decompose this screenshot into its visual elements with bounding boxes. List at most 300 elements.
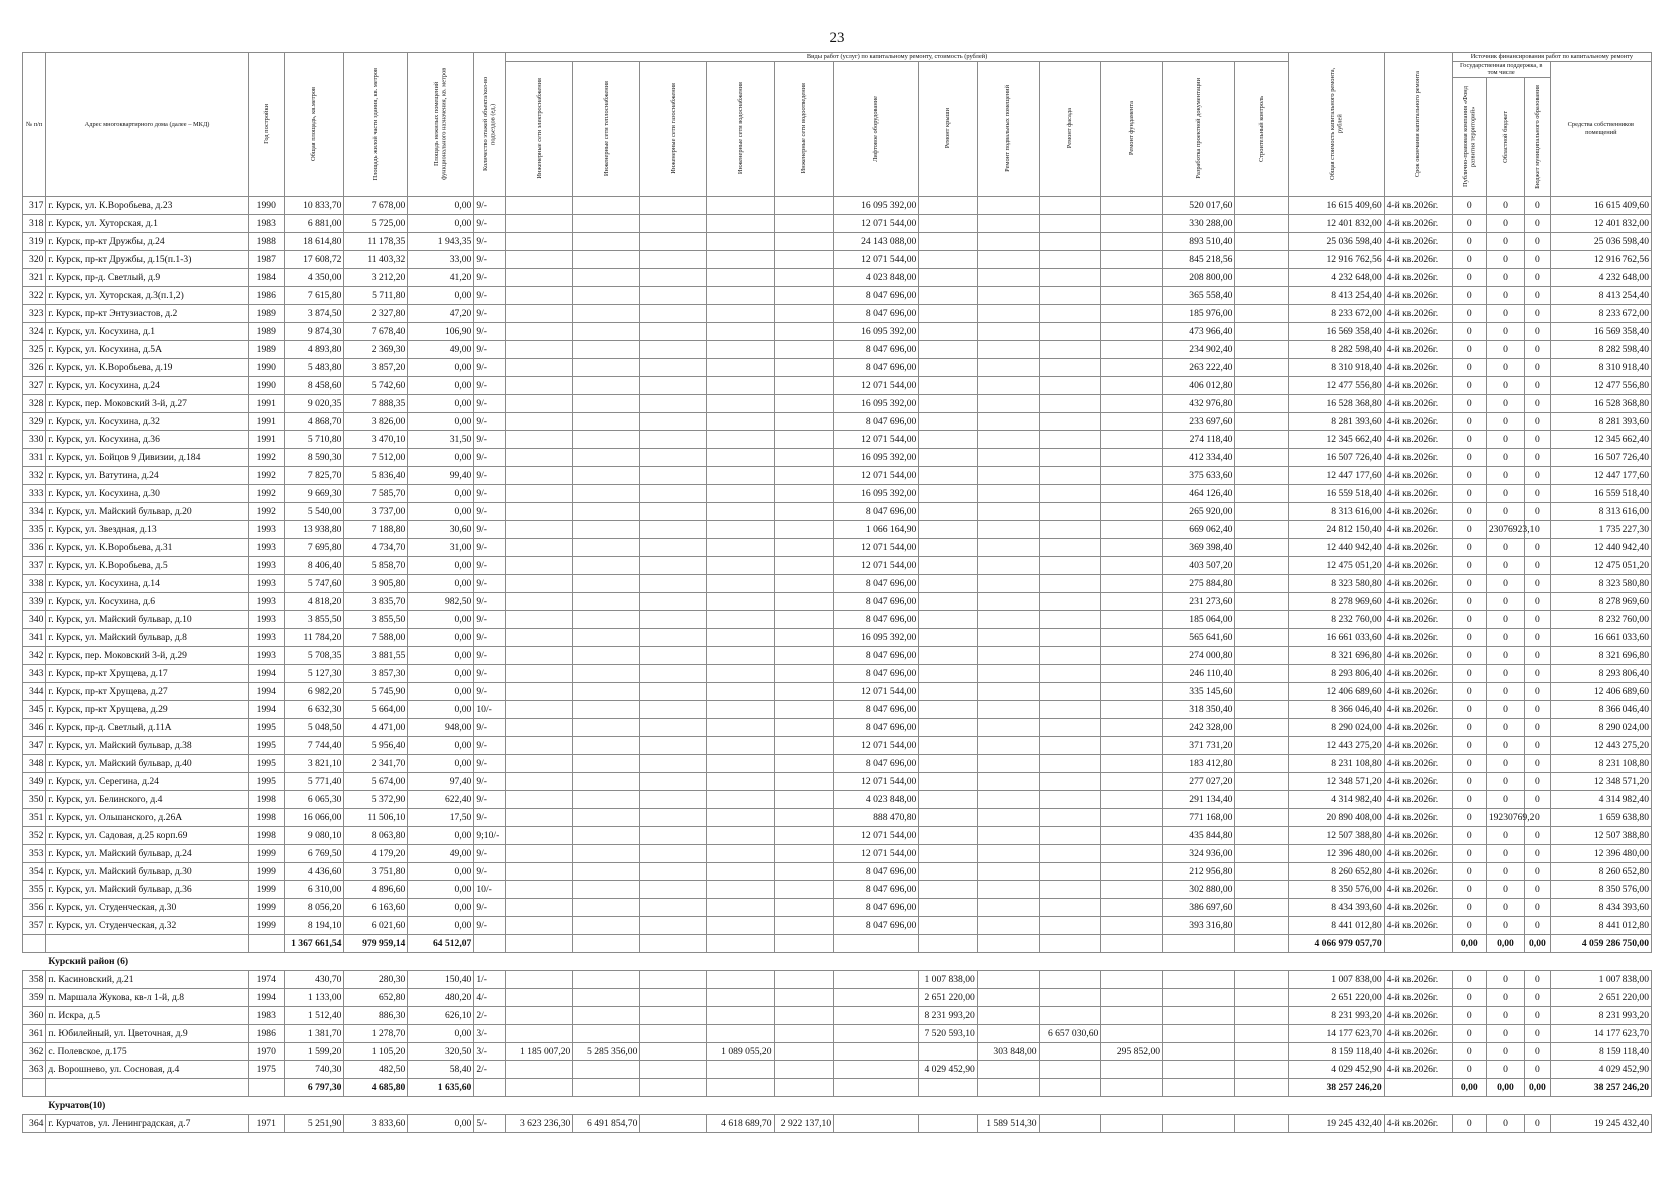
subtotal-empty-cell xyxy=(707,1078,774,1096)
row-work-2 xyxy=(573,790,640,808)
row-work-3 xyxy=(640,754,707,772)
row-work-6: 8 047 696,00 xyxy=(834,718,919,736)
row-work-12 xyxy=(1235,862,1288,880)
row-number: 351 xyxy=(23,808,46,826)
row-year: 1991 xyxy=(248,412,284,430)
row-number: 359 xyxy=(23,988,46,1006)
row-source-fund: 0 xyxy=(1452,772,1486,790)
row-source-regional: 0 xyxy=(1486,304,1524,322)
row-deadline: 4-й кв.2026г. xyxy=(1384,394,1452,412)
row-work-11: 291 134,40 xyxy=(1163,790,1235,808)
row-work-4 xyxy=(707,700,774,718)
row-number: 329 xyxy=(23,412,46,430)
row-nonliving-area: 0,00 xyxy=(408,394,474,412)
row-work-3 xyxy=(640,538,707,556)
subtotal-empty-cell xyxy=(977,934,1039,952)
row-work-10 xyxy=(1101,880,1163,898)
row-living-area: 3 212,20 xyxy=(344,268,408,286)
row-total-cost: 12 447 177,60 xyxy=(1288,466,1384,484)
row-source-fund: 0 xyxy=(1452,808,1486,826)
row-work-8 xyxy=(977,844,1039,862)
table-row xyxy=(23,898,1652,916)
row-nonliving-area: 0,00 xyxy=(408,376,474,394)
subtotal-living: 979 959,14 xyxy=(344,934,408,952)
row-work-9 xyxy=(1039,646,1101,664)
row-work-4 xyxy=(707,844,774,862)
capital-repair-table xyxy=(22,52,1652,1133)
row-floors: 9/- xyxy=(474,538,506,556)
row-work-4 xyxy=(707,610,774,628)
row-floors: 9/- xyxy=(474,574,506,592)
row-deadline: 4-й кв.2026г. xyxy=(1384,646,1452,664)
row-work-10 xyxy=(1101,988,1163,1006)
row-work-8 xyxy=(977,664,1039,682)
row-source-regional: 0 xyxy=(1486,628,1524,646)
row-living-area: 5 956,40 xyxy=(344,736,408,754)
table-row xyxy=(23,700,1652,718)
row-work-9 xyxy=(1039,520,1101,538)
row-nonliving-area: 622,40 xyxy=(408,790,474,808)
row-nonliving-area: 0,00 xyxy=(408,556,474,574)
row-work-4 xyxy=(707,250,774,268)
row-work-10 xyxy=(1101,430,1163,448)
row-work-9: 6 657 030,60 xyxy=(1039,1024,1101,1042)
row-work-4 xyxy=(707,862,774,880)
row-work-9 xyxy=(1039,718,1101,736)
row-work-7 xyxy=(919,916,978,934)
row-number: 360 xyxy=(23,1006,46,1024)
row-source-owners: 12 401 832,00 xyxy=(1550,214,1651,232)
row-year: 1990 xyxy=(248,376,284,394)
row-year: 1991 xyxy=(248,430,284,448)
row-work-6: 8 047 696,00 xyxy=(834,286,919,304)
row-address: г. Курск, ул. Студенческая, д.30 xyxy=(46,898,248,916)
subtotal-empty-cell xyxy=(640,1078,707,1096)
row-work-9 xyxy=(1039,1114,1101,1132)
row-total-area: 3 821,10 xyxy=(284,754,344,772)
row-source-fund: 0 xyxy=(1452,646,1486,664)
row-total-cost: 12 406 689,60 xyxy=(1288,682,1384,700)
row-total-cost: 24 812 150,40 xyxy=(1288,520,1384,538)
row-source-regional: 0 xyxy=(1486,844,1524,862)
row-work-6: 8 047 696,00 xyxy=(834,880,919,898)
row-nonliving-area: 58,40 xyxy=(408,1060,474,1078)
row-source-municipal: 0 xyxy=(1525,556,1551,574)
row-work-4 xyxy=(707,358,774,376)
row-floors: 9/- xyxy=(474,754,506,772)
row-total-cost: 8 282 598,40 xyxy=(1288,340,1384,358)
section-title: Курский район (6) xyxy=(46,952,1652,970)
row-work-8 xyxy=(977,232,1039,250)
row-work-10 xyxy=(1101,736,1163,754)
row-work-12 xyxy=(1235,682,1288,700)
row-source-owners: 4 232 648,00 xyxy=(1550,268,1651,286)
row-deadline: 4-й кв.2026г. xyxy=(1384,1024,1452,1042)
row-floors: 9/- xyxy=(474,340,506,358)
row-total-cost: 8 441 012,80 xyxy=(1288,916,1384,934)
row-source-regional: 0 xyxy=(1486,574,1524,592)
col-no: № п/п xyxy=(23,53,46,197)
row-work-2 xyxy=(573,214,640,232)
row-work-9 xyxy=(1039,1060,1101,1078)
row-source-municipal: 0 xyxy=(1525,538,1551,556)
row-work-11: 208 800,00 xyxy=(1163,268,1235,286)
row-floors: 4/- xyxy=(474,988,506,1006)
row-source-municipal: 0 xyxy=(1525,592,1551,610)
table-row xyxy=(23,232,1652,250)
row-living-area: 3 833,60 xyxy=(344,1114,408,1132)
row-deadline: 4-й кв.2026г. xyxy=(1384,268,1452,286)
row-source-regional: 0 xyxy=(1486,772,1524,790)
row-work-12 xyxy=(1235,610,1288,628)
row-work-5 xyxy=(774,448,834,466)
row-source-fund: 0 xyxy=(1452,754,1486,772)
table-row xyxy=(23,754,1652,772)
row-year: 1992 xyxy=(248,484,284,502)
row-work-8 xyxy=(977,1060,1039,1078)
row-total-cost: 12 443 275,20 xyxy=(1288,736,1384,754)
row-work-5 xyxy=(774,466,834,484)
row-total-cost: 12 396 480,00 xyxy=(1288,844,1384,862)
row-nonliving-area: 0,00 xyxy=(408,862,474,880)
row-work-2 xyxy=(573,574,640,592)
row-source-regional: 0 xyxy=(1486,1024,1524,1042)
col-work-5: Инженерные сети водоотведения xyxy=(800,83,808,174)
row-work-2 xyxy=(573,286,640,304)
row-source-owners: 25 036 598,40 xyxy=(1550,232,1651,250)
row-work-1 xyxy=(506,376,573,394)
row-floors: 9/- xyxy=(474,466,506,484)
row-work-3 xyxy=(640,214,707,232)
row-work-1: 3 623 236,30 xyxy=(506,1114,573,1132)
row-work-2 xyxy=(573,556,640,574)
row-living-area: 5 725,00 xyxy=(344,214,408,232)
row-total-cost: 16 569 358,40 xyxy=(1288,322,1384,340)
row-work-2 xyxy=(573,394,640,412)
row-work-10 xyxy=(1101,826,1163,844)
row-source-regional: 0 xyxy=(1486,502,1524,520)
row-work-4 xyxy=(707,718,774,736)
row-work-6: 8 047 696,00 xyxy=(834,412,919,430)
row-work-3 xyxy=(640,1024,707,1042)
row-total-cost: 4 314 982,40 xyxy=(1288,790,1384,808)
row-work-5 xyxy=(774,844,834,862)
row-living-area: 7 888,35 xyxy=(344,394,408,412)
row-floors: 9/- xyxy=(474,502,506,520)
section-header-row xyxy=(23,1096,1652,1114)
row-work-11: 386 697,60 xyxy=(1163,898,1235,916)
row-total-cost: 8 321 696,80 xyxy=(1288,646,1384,664)
row-source-owners: 12 396 480,00 xyxy=(1550,844,1651,862)
row-work-12 xyxy=(1235,268,1288,286)
row-work-7 xyxy=(919,466,978,484)
row-source-owners: 12 406 689,60 xyxy=(1550,682,1651,700)
row-work-12 xyxy=(1235,304,1288,322)
row-source-fund: 0 xyxy=(1452,682,1486,700)
subtotal-empty-cell xyxy=(474,1078,506,1096)
row-total-cost: 8 290 024,00 xyxy=(1288,718,1384,736)
row-work-7 xyxy=(919,304,978,322)
row-living-area: 5 664,00 xyxy=(344,700,408,718)
table-row xyxy=(23,1060,1652,1078)
row-work-6: 12 071 544,00 xyxy=(834,556,919,574)
row-number: 362 xyxy=(23,1042,46,1060)
row-work-10 xyxy=(1101,1024,1163,1042)
row-living-area: 3 857,20 xyxy=(344,358,408,376)
row-number: 343 xyxy=(23,664,46,682)
table-row xyxy=(23,736,1652,754)
row-work-9 xyxy=(1039,916,1101,934)
section-header-row xyxy=(23,952,1652,970)
row-work-1 xyxy=(506,826,573,844)
row-source-fund: 0 xyxy=(1452,718,1486,736)
row-work-4 xyxy=(707,214,774,232)
row-total-area: 5 540,00 xyxy=(284,502,344,520)
row-source-regional: 0 xyxy=(1486,556,1524,574)
row-source-regional: 0 xyxy=(1486,250,1524,268)
row-source-municipal: 0 xyxy=(1525,862,1551,880)
row-work-10 xyxy=(1101,970,1163,988)
row-year: 1990 xyxy=(248,196,284,214)
row-living-area: 6 021,60 xyxy=(344,916,408,934)
row-work-2: 6 491 854,70 xyxy=(573,1114,640,1132)
row-work-11 xyxy=(1163,1006,1235,1024)
row-number: 323 xyxy=(23,304,46,322)
row-work-2 xyxy=(573,196,640,214)
row-work-2 xyxy=(573,682,640,700)
row-total-area: 1 381,70 xyxy=(284,1024,344,1042)
row-source-municipal: 0 xyxy=(1525,1060,1551,1078)
row-work-5 xyxy=(774,502,834,520)
row-work-12 xyxy=(1235,1006,1288,1024)
row-source-municipal: 0 xyxy=(1525,358,1551,376)
row-source-municipal: 0 xyxy=(1525,394,1551,412)
row-work-11: 432 976,80 xyxy=(1163,394,1235,412)
row-work-10 xyxy=(1101,394,1163,412)
row-address: г. Курск, ул. Косухина, д.14 xyxy=(46,574,248,592)
row-number: 340 xyxy=(23,610,46,628)
row-nonliving-area: 0,00 xyxy=(408,754,474,772)
row-work-5 xyxy=(774,700,834,718)
row-deadline: 4-й кв.2026г. xyxy=(1384,862,1452,880)
col-source-regional: Областной бюджет xyxy=(1501,110,1509,163)
row-source-fund: 0 xyxy=(1452,358,1486,376)
row-total-cost: 8 281 393,60 xyxy=(1288,412,1384,430)
subtotal-s3: 0,00 xyxy=(1525,934,1551,952)
row-source-municipal: 0 xyxy=(1525,322,1551,340)
row-work-4 xyxy=(707,628,774,646)
row-total-area: 7 825,70 xyxy=(284,466,344,484)
row-work-3 xyxy=(640,862,707,880)
row-number: 352 xyxy=(23,826,46,844)
row-source-municipal: 0 xyxy=(1525,484,1551,502)
row-work-3 xyxy=(640,358,707,376)
row-address: г. Курск, ул. Майский бульвар, д.38 xyxy=(46,736,248,754)
row-number: 322 xyxy=(23,286,46,304)
row-work-3 xyxy=(640,556,707,574)
row-source-fund: 0 xyxy=(1452,430,1486,448)
row-work-4 xyxy=(707,682,774,700)
row-floors: 9/- xyxy=(474,844,506,862)
row-work-5 xyxy=(774,268,834,286)
row-work-3 xyxy=(640,970,707,988)
row-work-12 xyxy=(1235,664,1288,682)
row-work-12 xyxy=(1235,844,1288,862)
row-floors: 9/- xyxy=(474,430,506,448)
row-nonliving-area: 0,00 xyxy=(408,574,474,592)
row-work-2 xyxy=(573,664,640,682)
row-work-6: 24 143 088,00 xyxy=(834,232,919,250)
row-work-9 xyxy=(1039,574,1101,592)
row-work-6: 12 071 544,00 xyxy=(834,736,919,754)
row-source-regional: 0 xyxy=(1486,448,1524,466)
row-nonliving-area: 1 943,35 xyxy=(408,232,474,250)
row-source-fund: 0 xyxy=(1452,394,1486,412)
row-work-2 xyxy=(573,520,640,538)
row-work-10 xyxy=(1101,790,1163,808)
row-address: г. Курск, ул. Майский бульвар, д.24 xyxy=(46,844,248,862)
row-address: г. Курск, ул. Косухина, д.5А xyxy=(46,340,248,358)
row-work-9 xyxy=(1039,628,1101,646)
row-work-4 xyxy=(707,988,774,1006)
row-work-7: 7 520 593,10 xyxy=(919,1024,978,1042)
subtotal-empty-cell xyxy=(46,1078,248,1096)
row-work-10 xyxy=(1101,214,1163,232)
row-address: г. Курск, ул. Хуторская, д.1 xyxy=(46,214,248,232)
row-work-9 xyxy=(1039,970,1101,988)
row-work-2 xyxy=(573,250,640,268)
row-address: г. Курск, ул. Ольшанского, д.26А xyxy=(46,808,248,826)
row-source-owners: 1 735 227,30 xyxy=(1550,520,1651,538)
row-work-2 xyxy=(573,898,640,916)
row-floors: 9/- xyxy=(474,232,506,250)
row-year: 1995 xyxy=(248,772,284,790)
row-work-1 xyxy=(506,736,573,754)
row-work-12 xyxy=(1235,628,1288,646)
row-work-3 xyxy=(640,322,707,340)
row-work-4 xyxy=(707,736,774,754)
row-source-fund: 0 xyxy=(1452,1042,1486,1060)
row-number: 330 xyxy=(23,430,46,448)
row-work-4 xyxy=(707,232,774,250)
row-work-1 xyxy=(506,196,573,214)
row-source-fund: 0 xyxy=(1452,574,1486,592)
subtotal-empty-cell xyxy=(1101,934,1163,952)
row-total-area: 6 881,00 xyxy=(284,214,344,232)
row-deadline: 4-й кв.2026г. xyxy=(1384,304,1452,322)
row-floors: 10/- xyxy=(474,700,506,718)
row-source-owners: 4 029 452,90 xyxy=(1550,1060,1651,1078)
row-work-8 xyxy=(977,340,1039,358)
row-work-3 xyxy=(640,340,707,358)
row-work-7 xyxy=(919,808,978,826)
row-source-regional: 0 xyxy=(1486,412,1524,430)
subtotal-empty-cell xyxy=(506,1078,573,1096)
row-source-municipal: 0 xyxy=(1525,790,1551,808)
row-work-8 xyxy=(977,592,1039,610)
row-number: 356 xyxy=(23,898,46,916)
row-source-municipal: 0 xyxy=(1525,1114,1551,1132)
row-number: 357 xyxy=(23,916,46,934)
row-work-5 xyxy=(774,664,834,682)
row-deadline: 4-й кв.2026г. xyxy=(1384,556,1452,574)
row-source-municipal: 0 xyxy=(1525,898,1551,916)
row-source-fund: 0 xyxy=(1452,214,1486,232)
row-work-11: 365 558,40 xyxy=(1163,286,1235,304)
row-work-11 xyxy=(1163,1024,1235,1042)
row-address: с. Полевское, д.175 xyxy=(46,1042,248,1060)
row-work-3 xyxy=(640,430,707,448)
row-work-2 xyxy=(573,448,640,466)
row-floors: 9/- xyxy=(474,286,506,304)
row-work-7 xyxy=(919,754,978,772)
row-work-5 xyxy=(774,610,834,628)
table-row xyxy=(23,484,1652,502)
subtotal-empty-cell xyxy=(1384,1078,1452,1096)
row-floors: 9/- xyxy=(474,394,506,412)
row-work-8 xyxy=(977,700,1039,718)
row-nonliving-area: 0,00 xyxy=(408,286,474,304)
row-living-area: 3 855,50 xyxy=(344,610,408,628)
row-year: 1990 xyxy=(248,358,284,376)
row-floors: 9/- xyxy=(474,304,506,322)
row-work-2 xyxy=(573,844,640,862)
row-living-area: 5 836,40 xyxy=(344,466,408,484)
row-total-cost: 14 177 623,70 xyxy=(1288,1024,1384,1042)
row-total-area: 5 048,50 xyxy=(284,718,344,736)
row-floors: 9/- xyxy=(474,376,506,394)
row-address: г. Курск, ул. Садовая, д.25 корп.69 xyxy=(46,826,248,844)
row-total-area: 5 483,80 xyxy=(284,358,344,376)
row-year: 1993 xyxy=(248,592,284,610)
row-work-3 xyxy=(640,1114,707,1132)
row-source-municipal: 0 xyxy=(1525,430,1551,448)
row-work-7 xyxy=(919,448,978,466)
row-total-area: 4 818,20 xyxy=(284,592,344,610)
row-source-municipal: 0 xyxy=(1525,664,1551,682)
row-source-fund: 0 xyxy=(1452,592,1486,610)
row-year: 1991 xyxy=(248,394,284,412)
row-work-11 xyxy=(1163,1114,1235,1132)
row-living-area: 3 470,10 xyxy=(344,430,408,448)
row-work-9 xyxy=(1039,682,1101,700)
row-work-11: 318 350,40 xyxy=(1163,700,1235,718)
row-floors: 9/- xyxy=(474,718,506,736)
table-row xyxy=(23,358,1652,376)
row-source-municipal: 0 xyxy=(1525,646,1551,664)
table-row xyxy=(23,268,1652,286)
row-work-8 xyxy=(977,754,1039,772)
row-living-area: 2 327,80 xyxy=(344,304,408,322)
subtotal-s2: 0,00 xyxy=(1486,934,1524,952)
row-source-owners: 14 177 623,70 xyxy=(1550,1024,1651,1042)
row-living-area: 482,50 xyxy=(344,1060,408,1078)
row-work-11: 893 510,40 xyxy=(1163,232,1235,250)
row-source-municipal: 0 xyxy=(1525,412,1551,430)
row-source-fund: 0 xyxy=(1452,700,1486,718)
row-deadline: 4-й кв.2026г. xyxy=(1384,466,1452,484)
row-total-area: 18 614,80 xyxy=(284,232,344,250)
row-work-5 xyxy=(774,394,834,412)
row-work-8 xyxy=(977,358,1039,376)
row-work-10 xyxy=(1101,682,1163,700)
row-nonliving-area: 17,50 xyxy=(408,808,474,826)
table-row xyxy=(23,196,1652,214)
row-work-8 xyxy=(977,628,1039,646)
row-work-5 xyxy=(774,538,834,556)
row-work-12 xyxy=(1235,718,1288,736)
row-work-1 xyxy=(506,916,573,934)
